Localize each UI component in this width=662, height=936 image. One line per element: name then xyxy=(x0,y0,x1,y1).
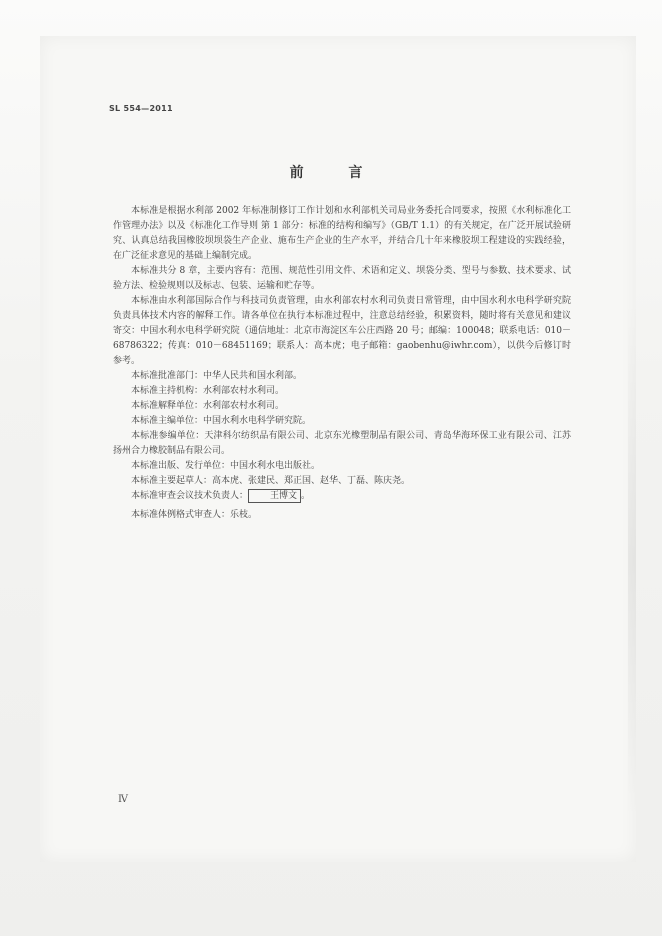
page-title: 前 言 xyxy=(289,165,383,181)
paragraph: 本标准共分 8 章，主要内容有：范围、规范性引用文件、术语和定义、坝袋分类、型号与参数、技术要求、试验方法、检验规则以及标志、包装、运输和贮存等。 xyxy=(113,266,571,291)
paragraph: 本标准出版、发行单位：中国水利水电出版社。 xyxy=(131,461,321,471)
reviewer-suffix: 。 xyxy=(301,491,311,501)
paragraph: 本标准主要起草人：高本虎、张建民、郑正国、赵华、丁磊、陈庆尧。 xyxy=(131,476,411,486)
paragraph: 本标准由水利部国际合作与科技司负责管理，由水利部农村水利司负责日常管理，由中国水利水电科学研究院负责具体技术内容的解释工作。请各单位在执行本标准过程中，注意总结经验，积累资料，随时将有关意见和建议寄交：中国水利水电科学研究院（通信地址：北京市海淀区车公庄西路 20 号；邮编：100048；联系电话：010－68786322；传真：010－68451169；联系人：高本虎；电子邮箱：gaobenhu@iwhr.com），以供今后修订时参考。 xyxy=(113,296,571,366)
paragraph: 本标准参编单位：天津科尔纺织品有限公司、北京东光橡塑制品有限公司、青岛华海环保工业有限公司、江苏扬州合力橡胶制品有限公司。 xyxy=(113,431,571,456)
paragraph: 本标准是根据水利部 2002 年标准制修订工作计划和水利部机关司局业务委托合同要求，按照《水利标准化工作管理办法》以及《标准化工作导则 第 1 部分：标准的结构和编写》（GB/T 1.1）的有关规定，在广泛开展试验研究、认真总结我国橡胶坝坝袋生产企业、施布生产企业的生产水平，并结合几十年来橡胶坝工程建设的实践经验，在广泛征求意见的基础上编制完成。 xyxy=(113,206,571,261)
reviewer-name-box: 王博文 xyxy=(248,489,301,503)
reviewer-line xyxy=(113,489,571,504)
page-number: Ⅳ xyxy=(118,794,128,805)
paragraph: 本标准解释单位：水利部农村水利司。 xyxy=(131,401,285,411)
foreword-body xyxy=(113,204,571,523)
paragraph: 本标准批准部门：中华人民共和国水利部。 xyxy=(131,371,303,381)
scan-shadow xyxy=(628,300,636,820)
format-reviewer-line: 本标准体例格式审查人：乐枝。 xyxy=(131,510,258,520)
reviewer-prefix: 本标准审查会议技术负责人： xyxy=(131,491,249,501)
paragraph: 本标准主编单位：中国水利水电科学研究院。 xyxy=(131,416,312,426)
paragraph: 本标准主持机构：水利部农村水利司。 xyxy=(131,386,285,396)
standard-code: SL 554—2011 xyxy=(109,104,173,113)
